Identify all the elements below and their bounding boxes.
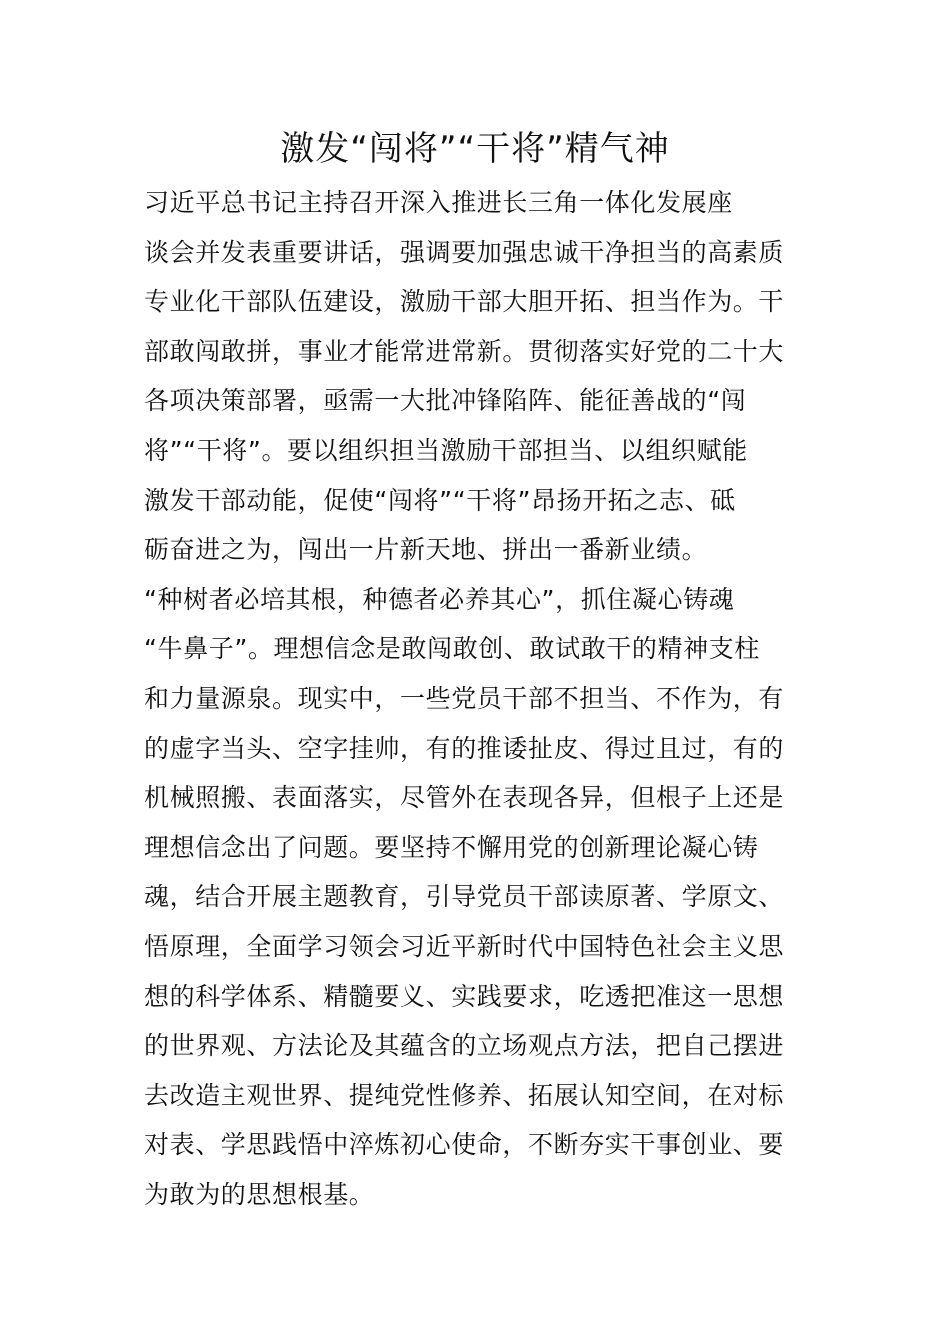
body-line-4: 部敢闯敢拼，事业才能常进常新。贯彻落实好党的二十大 — [144, 336, 785, 366]
body-line-2: 谈会并发表重要讲话，强调要加强忠诚干净担当的高素质 — [144, 237, 785, 267]
body-line-15: 魂，结合开展主题教育，引导党员干部读原著、学原文、 — [144, 882, 785, 912]
document-title: 激发“闯将”“干将”精气神 — [280, 129, 670, 169]
body-line-1: 习近平总书记主持召开深入推进长三角一体化发展座 — [144, 188, 733, 217]
body-line-9: “种树者必培其根，种德者必养其心”，抓住凝心铸魂 — [144, 584, 735, 614]
body-line-11: 和力量源泉。现实中，一些党员干部不担当、不作为，有 — [144, 683, 785, 713]
body-line-21: 为敢为的思想根基。 — [144, 1179, 375, 1209]
body-line-19: 去改造主观世界、提纯党性修养、拓展认知空间，在对标 — [144, 1080, 785, 1110]
body-line-8: 砺奋进之为，闯出一片新天地、拼出一番新业绩。 — [144, 535, 708, 565]
document-body — [144, 178, 824, 1219]
body-line-18: 的世界观、方法论及其蕴含的立场观点方法，把自己摆进 — [144, 1031, 785, 1061]
body-line-10: “牛鼻子”。理想信念是敢闯敢创、敢试敢干的精神支柱 — [144, 634, 760, 664]
body-line-12: 的虚字当头、空字挂帅，有的推诿扯皮、得过且过，有的 — [144, 733, 785, 763]
body-line-14: 理想信念出了问题。要坚持不懈用党的创新理论凝心铸 — [144, 832, 759, 862]
body-line-3: 专业化干部队伍建设，激励干部大胆开拓、担当作为。干 — [144, 287, 785, 317]
body-line-13: 机械照搬、表面落实，尽管外在表现各异，但根子上还是 — [144, 783, 785, 813]
body-line-5: 各项决策部署，亟需一大批冲锋陷阵、能征善战的“闯 — [144, 386, 747, 416]
body-line-6: 将”“干将”。要以组织担当激励干部担当、以组织赋能 — [144, 435, 748, 465]
body-line-7: 激发干部动能，促使“闯将”“干将”昂扬开拓之志、砥 — [144, 485, 736, 515]
body-line-16: 悟原理，全面学习领会习近平新时代中国特色社会主义思 — [144, 931, 785, 961]
body-line-20: 对表、学思践悟中淬炼初心使命，不断夯实干事创业、要 — [144, 1130, 785, 1160]
body-line-17: 想的科学体系、精髓要义、实践要求，吃透把准这一思想 — [144, 981, 785, 1011]
